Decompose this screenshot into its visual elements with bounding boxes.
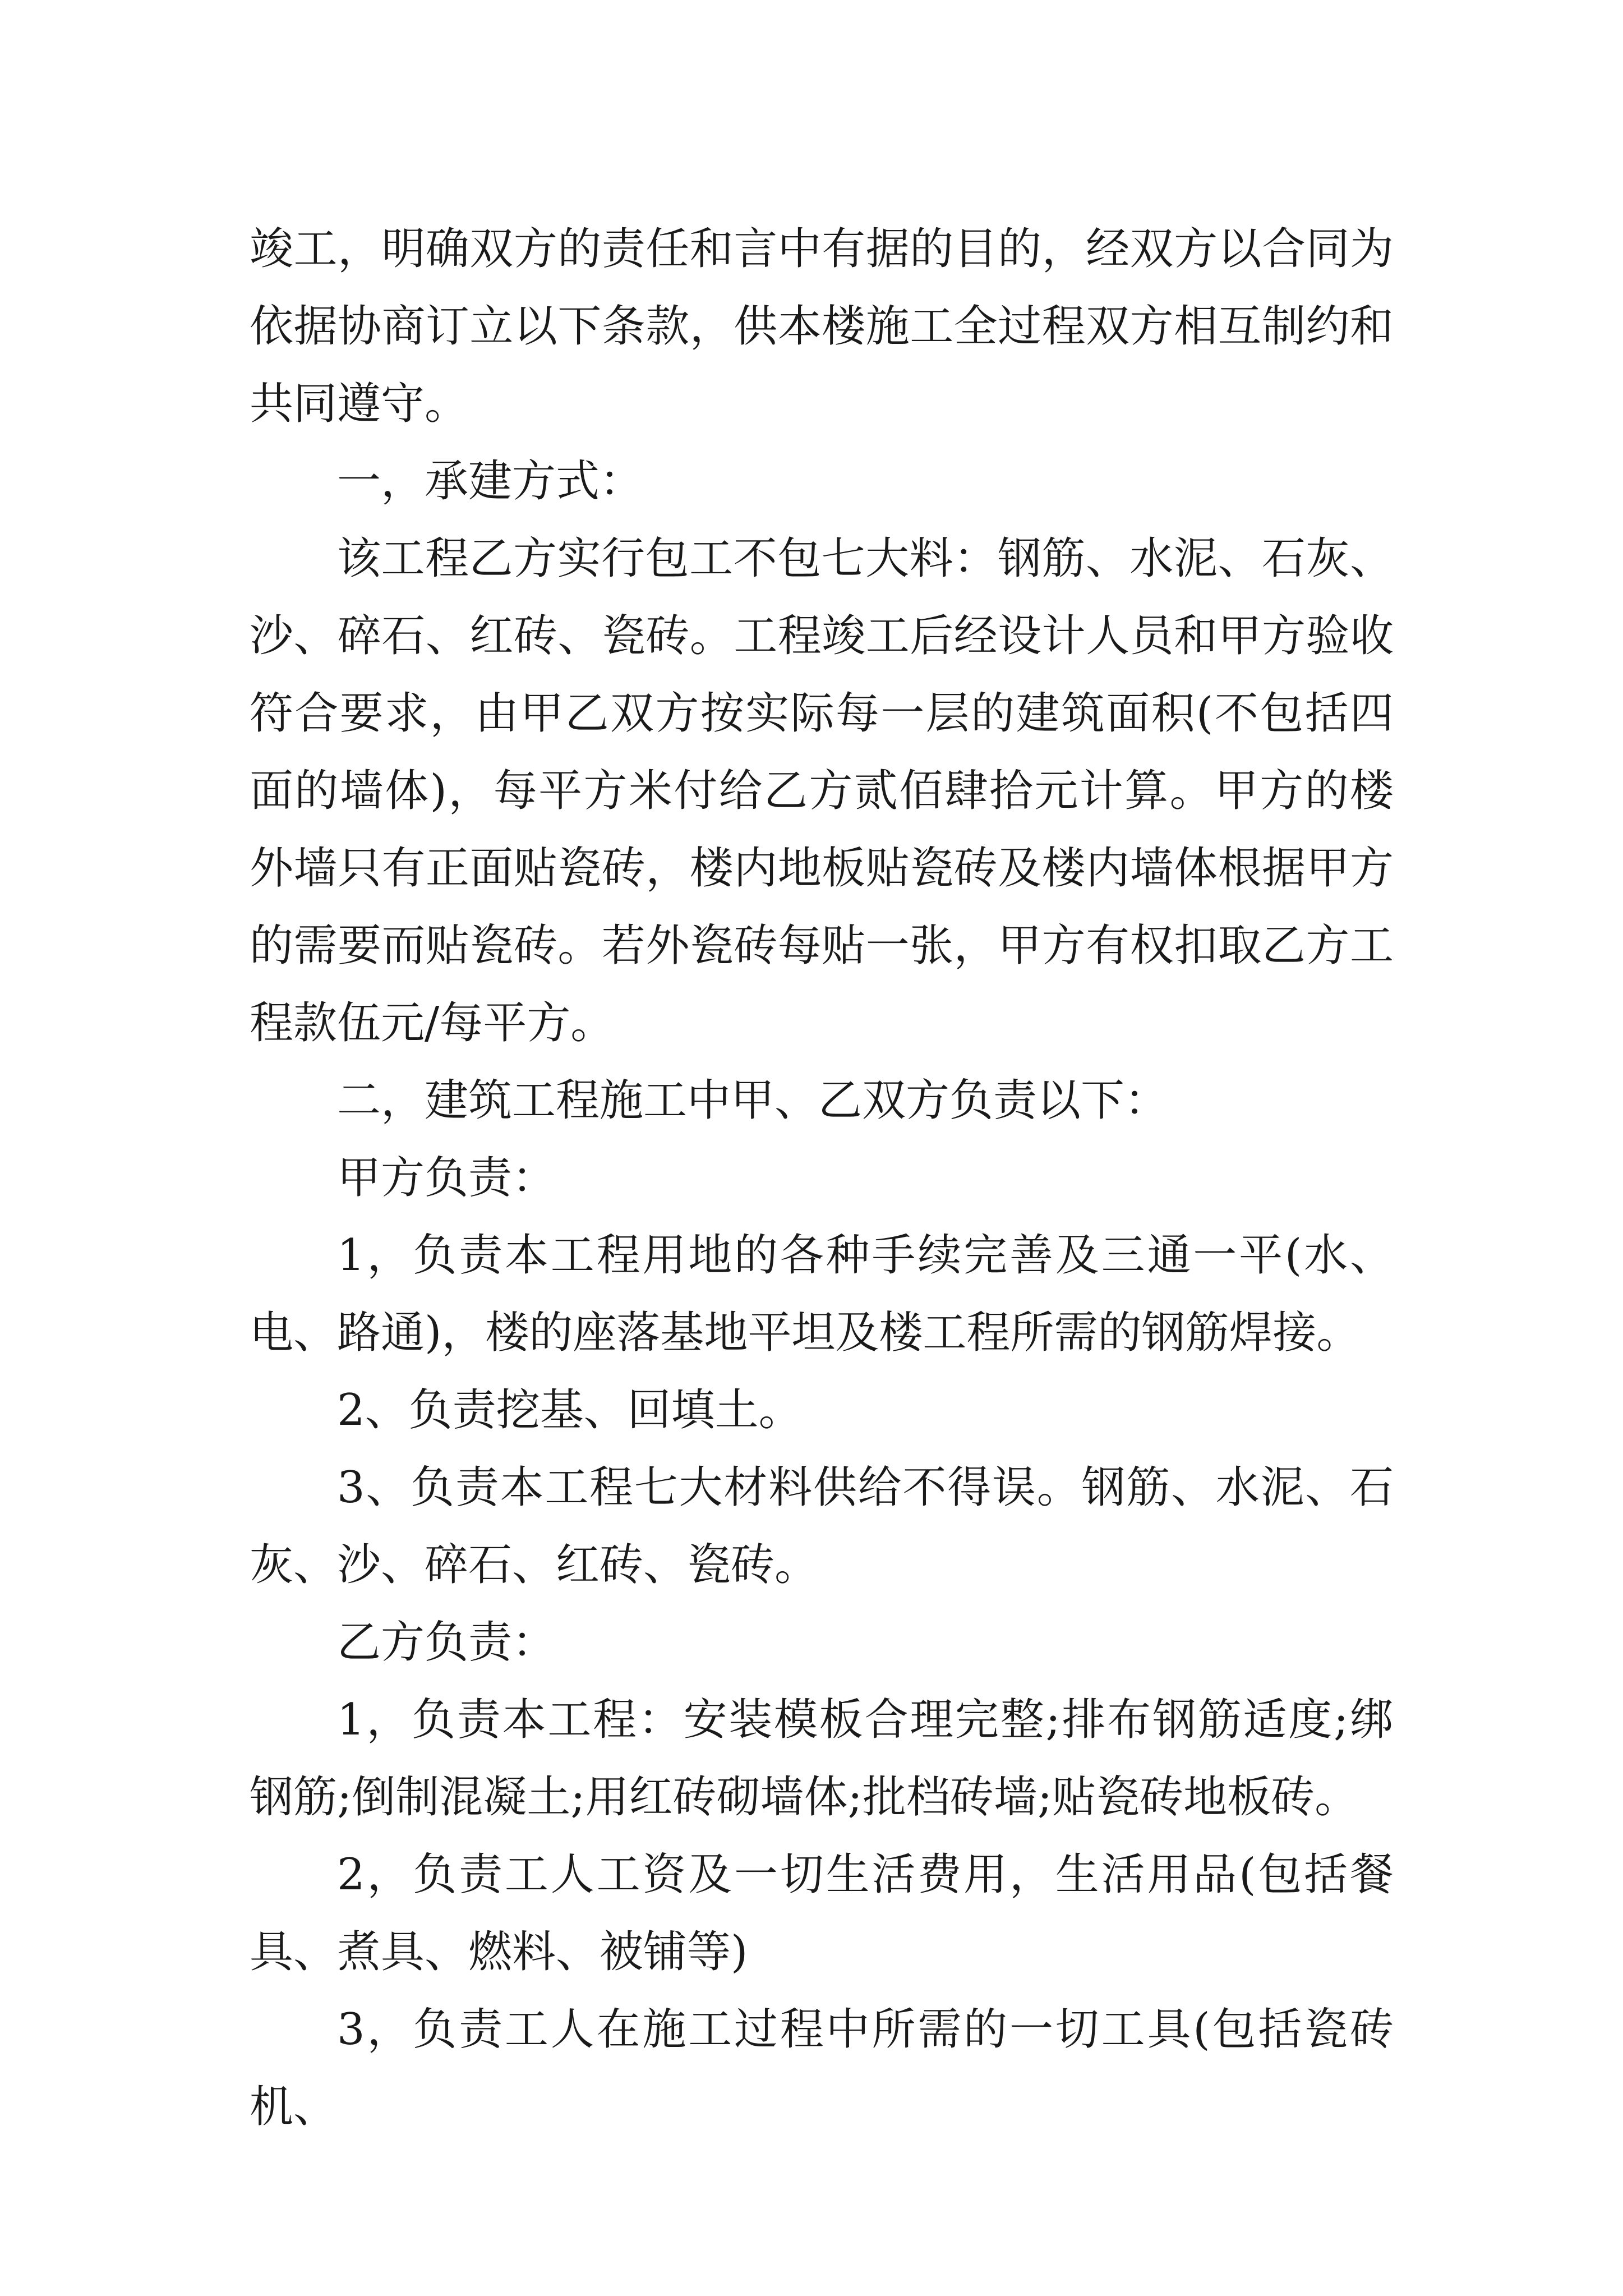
party-a-heading: 甲方负责：: [337, 1153, 556, 1203]
paragraph-construction-method: 该工程乙方实行包工不包七大料：钢筋、水泥、石灰、沙、碎石、红砖、瓷砖。工程竣工后经设计人员和甲方验收符合要求，由甲乙双方按实际每一层的建筑面积(不包括四面的墙体)，每平方米付给乙方贰佰肆拾元计算。甲方的楼外墙只有正面贴瓷砖，楼内地板贴瓷砖及楼内墙体根据甲方的需要而贴瓷砖。若外瓷砖每贴一张，甲方有权扣取乙方工程款伍元/每平方。: [250, 533, 1394, 1048]
party-a-item-2: 2、负责挖基、回填土。: [337, 1385, 803, 1435]
document-body: [250, 210, 1394, 2146]
section-heading-responsibilities: 二，建筑工程施工中甲、乙双方负责以下：: [337, 1075, 1169, 1126]
party-b-item-1: 1，负责本工程：安装模板合理完整;排布钢筋适度;绑钢筋;倒制混凝土;用红砖砌墙体;批档砖墙;贴瓷砖地板砖。: [250, 1695, 1394, 1823]
party-a-item-1: 1，负责本工程用地的各种手续完善及三通一平(水、电、路通)，楼的座落基地平坦及楼工程所需的钢筋焊接。: [250, 1230, 1394, 1358]
party-b-heading: 乙方负责：: [337, 1617, 556, 1668]
party-b-item-2: 2，负责工人工资及一切生活费用，生活用品(包括餐具、煮具、燃料、被铺等): [250, 1849, 1394, 1977]
paragraph-intro: 竣工，明确双方的责任和言中有据的目的，经双方以合同为依据协商订立以下条款，供本楼施工全过程双方相互制约和共同遵守。: [250, 224, 1394, 429]
section-heading-construction-method: 一，承建方式：: [337, 456, 644, 507]
party-a-item-3: 3、负责本工程七大材料供给不得误。钢筋、水泥、石灰、沙、碎石、红砖、瓷砖。: [250, 1462, 1394, 1590]
party-b-item-3: 3，负责工人在施工过程中所需的一切工具(包括瓷砖机、: [250, 2004, 1394, 2132]
